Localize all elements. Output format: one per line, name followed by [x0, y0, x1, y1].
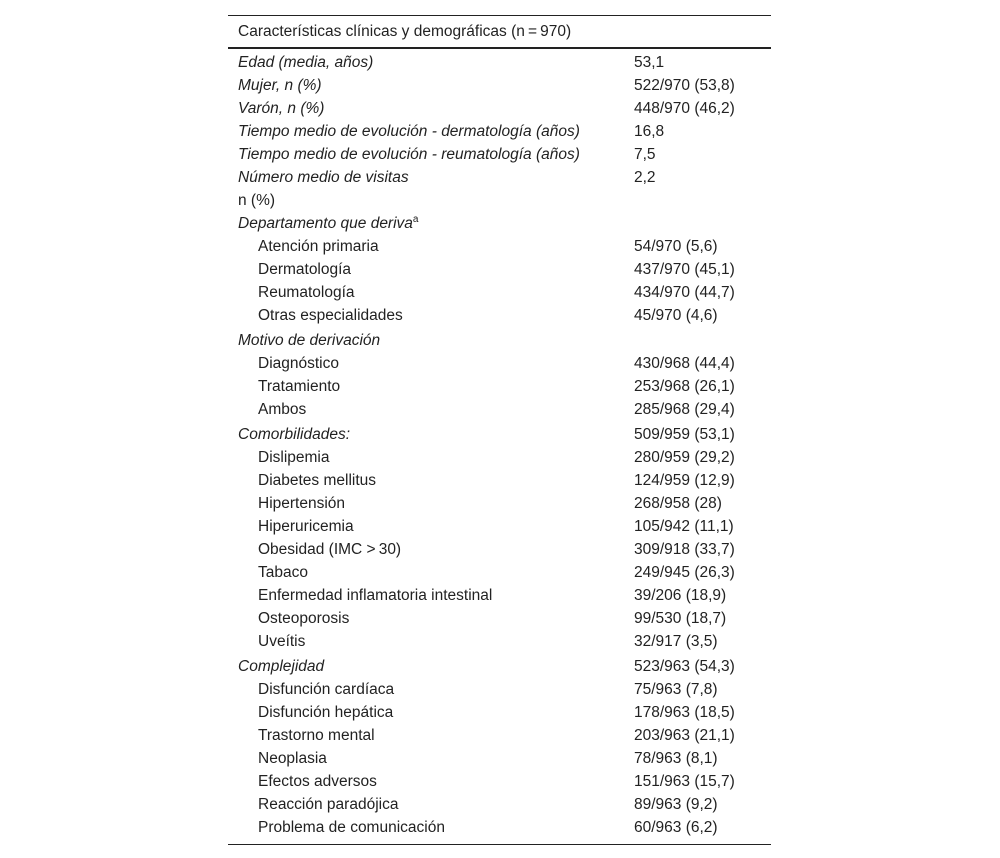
- table-row: [228, 724, 771, 747]
- row-value: 522/970 (53,8): [634, 77, 735, 94]
- row-label: [258, 352, 339, 375]
- row-label-text: Reacción paradójica: [258, 796, 399, 813]
- row-label-text: Tabaco: [258, 564, 308, 581]
- table-row: [228, 398, 771, 421]
- row-value: 448/970 (46,2): [634, 100, 735, 117]
- table-row: [228, 701, 771, 724]
- table-row: [228, 655, 771, 678]
- table-row: [228, 770, 771, 793]
- table-row: [228, 329, 771, 352]
- row-value: 75/963 (7,8): [634, 681, 718, 698]
- table-row: [228, 423, 771, 446]
- table-row: [228, 561, 771, 584]
- row-label: [238, 655, 324, 678]
- row-label: [238, 120, 580, 143]
- table-row: [228, 607, 771, 630]
- row-label: [258, 258, 351, 281]
- row-label: [258, 584, 492, 607]
- row-label-text: Hipertensión: [258, 495, 346, 512]
- row-value: 45/970 (4,6): [634, 307, 718, 324]
- row-value: 437/970 (45,1): [634, 261, 735, 278]
- table-row: [228, 281, 771, 304]
- table-row: [228, 212, 771, 235]
- row-label: [258, 281, 355, 304]
- row-label-text: Uveítis: [258, 633, 306, 650]
- table-row: [228, 375, 771, 398]
- row-label-text: Comorbilidades:: [238, 426, 350, 443]
- table-row: [228, 352, 771, 375]
- row-value: 523/963 (54,3): [634, 658, 735, 675]
- row-label: [258, 375, 340, 398]
- table-row: [228, 446, 771, 469]
- table-row: [228, 74, 771, 97]
- row-label: [258, 770, 377, 793]
- row-label-text: Disfunción hepática: [258, 704, 394, 721]
- row-value: 39/206 (18,9): [634, 587, 727, 604]
- row-label-text: Tiempo medio de evolución - reumatología (años): [238, 146, 580, 163]
- footnote-marker: a: [412, 214, 419, 225]
- row-value: 203/963 (21,1): [634, 727, 735, 744]
- characteristics-table: [228, 15, 771, 845]
- row-value: 430/968 (44,4): [634, 355, 735, 372]
- row-label: [238, 423, 350, 446]
- row-label-text: Reumatología: [258, 284, 355, 301]
- table-body: [228, 49, 771, 839]
- row-label: [238, 166, 409, 189]
- row-value: 285/968 (29,4): [634, 401, 735, 418]
- row-label-text: Complejidad: [238, 658, 325, 675]
- row-value: 53,1: [634, 54, 665, 71]
- row-label: [258, 469, 376, 492]
- row-label-text: Efectos adversos: [258, 773, 377, 790]
- row-label-text: Tratamiento: [258, 378, 341, 395]
- row-label-text: Diagnóstico: [258, 355, 339, 372]
- row-value: 7,5: [634, 146, 656, 163]
- row-label: [258, 235, 379, 258]
- row-label-text: Disfunción cardíaca: [258, 681, 395, 698]
- row-label: [258, 793, 398, 816]
- row-label-text: Enfermedad inflamatoria intestinal: [258, 587, 493, 604]
- row-value: 16,8: [634, 123, 665, 140]
- row-value: 249/945 (26,3): [634, 564, 735, 581]
- row-label: [258, 630, 305, 653]
- row-label-text: Varón, n (%): [238, 100, 325, 117]
- table-row: [228, 51, 771, 74]
- row-label: [238, 143, 580, 166]
- row-label: [258, 701, 393, 724]
- table-row: [228, 747, 771, 770]
- table-row: [228, 816, 771, 839]
- row-label: [238, 329, 380, 352]
- row-label-text: Edad (media, años): [238, 54, 374, 71]
- table-row: [228, 515, 771, 538]
- row-value: 32/917 (3,5): [634, 633, 718, 650]
- row-value: 54/970 (5,6): [634, 238, 718, 255]
- row-label: [258, 747, 327, 770]
- row-label: [258, 607, 349, 630]
- row-value: 78/963 (8,1): [634, 750, 718, 767]
- row-label: [258, 304, 403, 327]
- row-value: 151/963 (15,7): [634, 773, 735, 790]
- table-row: [228, 584, 771, 607]
- row-label-text: Atención primaria: [258, 238, 379, 255]
- row-label-text: Ambos: [258, 401, 307, 418]
- table-row: [228, 793, 771, 816]
- row-label: [238, 97, 324, 120]
- row-label: [238, 212, 418, 235]
- row-label: [258, 492, 345, 515]
- row-label-text: Obesidad (IMC > 30): [258, 541, 402, 558]
- row-label-text: Neoplasia: [258, 750, 327, 767]
- row-label-text: Trastorno mental: [258, 727, 375, 744]
- row-label: [238, 74, 322, 97]
- table-row: [228, 304, 771, 327]
- row-label: [258, 398, 306, 421]
- row-label-text: Hiperuricemia: [258, 518, 354, 535]
- table-header: Características clínicas y demográficas (n = 970): [228, 16, 771, 49]
- row-value: 178/963 (18,5): [634, 704, 735, 721]
- row-value: 309/918 (33,7): [634, 541, 735, 558]
- table-row: [228, 258, 771, 281]
- table-row: [228, 97, 771, 120]
- row-value: 509/959 (53,1): [634, 426, 735, 443]
- row-label-text: Mujer, n (%): [238, 77, 322, 94]
- row-value: 253/968 (26,1): [634, 378, 735, 395]
- table-row: [228, 678, 771, 701]
- row-label: [258, 678, 394, 701]
- row-label: [258, 816, 445, 839]
- row-label-text: Otras especialidades: [258, 307, 403, 324]
- row-label-text: Tiempo medio de evolución - dermatología (años): [238, 123, 580, 140]
- row-label-text: Osteoporosis: [258, 610, 350, 627]
- row-label-text: Motivo de derivación: [238, 332, 381, 349]
- table-row: [228, 630, 771, 653]
- row-label: [258, 446, 330, 469]
- row-label-text: n (%): [238, 192, 276, 209]
- row-value: 280/959 (29,2): [634, 449, 735, 466]
- row-label: [258, 561, 308, 584]
- table-row: [228, 469, 771, 492]
- table-row: [228, 235, 771, 258]
- table-row: [228, 120, 771, 143]
- row-label: [258, 515, 354, 538]
- row-label-text: Diabetes mellitus: [258, 472, 377, 489]
- row-value: 105/942 (11,1): [634, 518, 734, 535]
- row-label-text: Dislipemia: [258, 449, 330, 466]
- row-label-text: Dermatología: [258, 261, 352, 278]
- row-label-text: Número medio de visitas: [238, 169, 409, 186]
- table-row: [228, 166, 771, 189]
- row-label: [258, 724, 375, 747]
- row-label: [238, 51, 373, 74]
- row-value: 60/963 (6,2): [634, 819, 718, 836]
- table-row: [228, 492, 771, 515]
- table-bottom-rule: [228, 844, 771, 845]
- row-label: [238, 189, 275, 212]
- row-value: 2,2: [634, 169, 656, 186]
- table-row: [228, 143, 771, 166]
- row-label: [258, 538, 401, 561]
- row-label-text: Departamento que deriva: [238, 215, 413, 232]
- row-value: 124/959 (12,9): [634, 472, 735, 489]
- row-value: 434/970 (44,7): [634, 284, 735, 301]
- table-row: [228, 189, 771, 212]
- row-value: 268/958 (28): [634, 495, 722, 512]
- table-row: [228, 538, 771, 561]
- row-value: 99/530 (18,7): [634, 610, 727, 627]
- row-value: 89/963 (9,2): [634, 796, 718, 813]
- row-label-text: Problema de comunicación: [258, 819, 445, 836]
